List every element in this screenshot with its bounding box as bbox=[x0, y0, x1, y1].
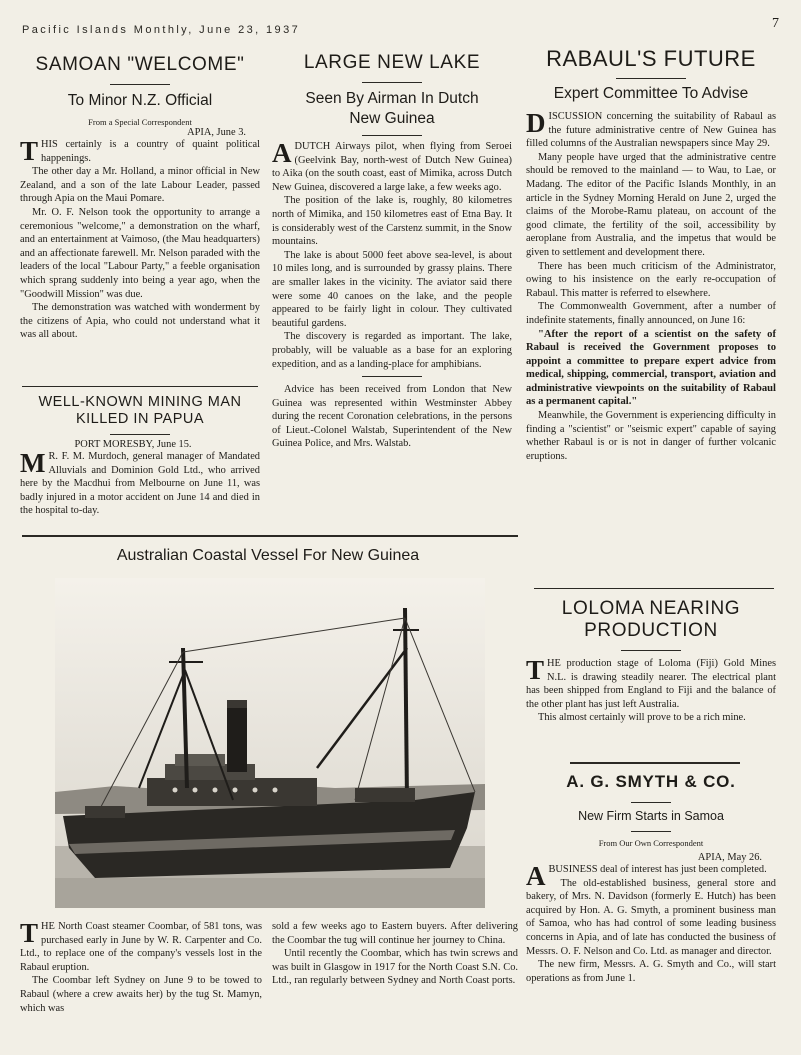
steamer-photo bbox=[55, 578, 485, 908]
divider bbox=[362, 82, 422, 83]
loloma-paragraph: This almost certainly will prove to be a rich mine. bbox=[538, 712, 746, 724]
drop-cap: D bbox=[526, 108, 546, 138]
loloma-first: HE production stage of Loloma (Fiji) Gold Mines N.L. is drawing steadily nearer. The electrical plant has been shipped from England to Fiji and the balance of the other plant has just left Australia. bbox=[526, 658, 776, 710]
rabaul-subhead: Expert Committee To Advise bbox=[553, 85, 749, 102]
rabaul-paragraph: The Commonwealth Government, after a number of indefinite statements, finally announced, on June 16: bbox=[526, 301, 776, 326]
drop-cap: A bbox=[526, 861, 546, 891]
smyth-dateline: APIA, May 26. bbox=[697, 852, 762, 863]
lake-article bbox=[272, 50, 512, 451]
lake-first: DUTCH Airways pilot, when flying from Seroei (Geelvink Bay, north-west of Dutch New Guinea) to Aika (on the south coast, east of Mimika, across Dutch New Guinea, discovered a large lake, a few weeks ago. bbox=[272, 141, 512, 193]
samoan-paragraph: Mr. O. F. Nelson took the opportunity to arrange a ceremonious "welcome," a demonstration on the wharf, and an entertainment at Vaimoso, (the Mau headquarters) and an affectionate farewell. Mr. Nelson paraded with the leaders of the local "Labour Party," a feeble organisation which sprang suddenly into being a year ago, when the "Goodwill Mission" was due. bbox=[20, 206, 260, 300]
rabaul-quote: "After the report of a scientist on the safety of Rabaul is received the Government proposes to appoint a committee to prepare expert advice from medical, shipping, commercial, transport, aviation and administrative viewpoints on the suitability of Rabaul as a permanent capital." bbox=[526, 328, 776, 408]
section-rule bbox=[570, 762, 740, 764]
vessel-body-right bbox=[272, 920, 518, 988]
loloma-headline-line1: LOLOMA NEARING bbox=[561, 598, 741, 619]
drop-cap: T bbox=[20, 136, 39, 166]
lake-paragraph: The lake is about 5000 feet above sea-level, is about 10 miles long, and is surrounded by grassy plains. There are smaller lakes in the vicinity. The aviator said there were some 40 canoes on the lake, and the people appeared to be fairly light in colour. They cultivated beautiful gardens. bbox=[272, 249, 512, 329]
smyth-body bbox=[526, 863, 776, 985]
lake-body bbox=[272, 140, 512, 451]
smyth-paragraph: The old-established business, general store and bakery, of Mrs. N. Davidson (formerly E. Hutch) has been acquired by Hon. A. G. Smyth, a prominent business man of Samoa, who has had control of some leading business concerns in Apia, and of late has conducted the business of Messrs. O. F. Nelson and Co. Ltd. as manager and director. bbox=[526, 877, 776, 957]
lake-subhead-line2: New Guinea bbox=[349, 110, 435, 127]
lake-subhead-line1: Seen By Airman In Dutch bbox=[305, 90, 479, 107]
lake-paragraph: The discovery is regarded as important. The lake, probably, will be valuable as a base for an exploring expedition, and as a landing-place for amphibians. bbox=[272, 331, 512, 370]
vessel-paragraph: Until recently the Coombar, which has twin screws and was built in Glasgow in 1917 for the North Coast S.N. Co. Ltd., ran regularly between Sydney and North Coast ports. bbox=[272, 948, 518, 987]
lake-headline: LARGE NEW LAKE bbox=[303, 52, 481, 73]
loloma-article bbox=[526, 598, 776, 725]
mining-headline-line1: WELL-KNOWN MINING MAN bbox=[38, 394, 242, 410]
rabaul-paragraph: Many people have urged that the administrative centre should be removed to the mainland — to Wau, to Lae, or Madang. The editor of the Pacific Islands Monthly, in an article in the Sydney Morning Herald on June 2, urged the claims of the Morobe-Ramu plateau, on account of the good climate, the fertility of the soil, accessibility by aeroplane from Australia, and the impetus that would be given to settlement and development there. bbox=[526, 151, 776, 258]
steamer-illustration bbox=[55, 578, 485, 908]
vessel-headline: Australian Coastal Vessel For New Guinea bbox=[116, 547, 420, 564]
rabaul-first: ISCUSSION concerning the suitability of Rabaul as the future administrative centre of New Guinea has filled columns of the Australian newspapers since May 29. bbox=[526, 111, 776, 150]
drop-cap: A bbox=[272, 138, 292, 168]
divider bbox=[362, 135, 422, 136]
lake-paragraph: The position of the lake is, roughly, 80 kilometres north of Mimika, and 150 kilometres east of Etna Bay. It is considerably west of the Carstenz summit, in the Snow mountains. bbox=[272, 195, 512, 248]
column-rule bbox=[22, 386, 258, 387]
smyth-paragraph: The new firm, Messrs. A. G. Smyth and Co., will start operations as from June 1. bbox=[526, 959, 776, 984]
divider bbox=[110, 434, 170, 435]
samoan-body bbox=[20, 138, 260, 342]
divider bbox=[362, 376, 422, 377]
samoan-paragraph: The demonstration was watched with wonderment by the citizens of Apia, who could not understand what it was all about. bbox=[20, 302, 260, 341]
rabaul-article bbox=[526, 46, 776, 463]
loloma-headline-line2: PRODUCTION bbox=[584, 620, 718, 641]
lake-paragraph: Advice has been received from London that New Guinea was represented within Westminster Abbey during the recent Coronation celebrations, in the persons of Lieut.-Colonel Walstab, Superintendent of the New Guinea Police, and Mrs. Walstab. bbox=[272, 384, 512, 450]
vessel-body-left bbox=[20, 920, 262, 1015]
mining-headline-line2: KILLED IN PAPUA bbox=[75, 411, 205, 427]
vessel-first: HE North Coast steamer Coombar, of 581 tons, was purchased early in June by W. R. Carpenter and Co. Ltd., to replace one of the company's vessels lost in the Rabaul eruption. bbox=[20, 921, 262, 973]
samoan-paragraph: The other day a Mr. Holland, a minor official in New Zealand, and a son of the late Labour Leader, passed through Apia on the Maui Pomare. bbox=[20, 166, 260, 205]
mining-dateline: PORT MORESBY, June 15. bbox=[74, 439, 192, 450]
divider bbox=[631, 831, 671, 832]
rabaul-headline: RABAUL'S FUTURE bbox=[546, 46, 756, 71]
samoan-subhead: To Minor N.Z. Official bbox=[67, 92, 213, 109]
smyth-headline: A. G. SMYTH & CO. bbox=[566, 772, 736, 791]
drop-cap: T bbox=[526, 655, 545, 685]
divider bbox=[616, 78, 686, 79]
divider bbox=[621, 650, 681, 651]
smyth-byline: From Our Own Correspondent bbox=[598, 838, 704, 848]
mining-body bbox=[20, 450, 260, 518]
loloma-body bbox=[526, 657, 776, 725]
drop-cap: T bbox=[20, 918, 39, 948]
samoan-byline: From a Special Correspondent bbox=[88, 117, 192, 127]
mining-first: R. F. M. Murdoch, general manager of Mandated Alluvials and Dominion Gold Ltd., who arrived here by the Macdhui from Melbourne on June 11, was badly injured in a motor accident on June 14 and died in the hospital to-day. bbox=[20, 451, 260, 517]
divider bbox=[631, 802, 671, 803]
section-rule bbox=[534, 588, 774, 589]
rabaul-paragraph: There has been much criticism of the Administrator, owing to his insistence on the early re-occupation of Rabaul. This matter is referred to elsewhere. bbox=[526, 260, 776, 299]
smyth-subhead: New Firm Starts in Samoa bbox=[578, 809, 724, 823]
samoan-headline: SAMOAN "WELCOME" bbox=[35, 54, 245, 75]
smyth-first: BUSINESS deal of interest has just been completed. bbox=[548, 864, 767, 875]
smyth-article bbox=[526, 772, 776, 985]
running-head: Pacific Islands Monthly, June 23, 1937 bbox=[22, 24, 301, 36]
samoan-first: HIS certainly is a country of quaint political happenings. bbox=[41, 139, 260, 164]
divider bbox=[110, 84, 170, 85]
mining-article bbox=[20, 394, 260, 518]
drop-cap: M bbox=[20, 448, 46, 478]
vessel-paragraph: The Coombar left Sydney on June 9 to be towed to Rabaul (where a crew awaits her) by the tug St. Mamyn, which was bbox=[20, 975, 262, 1014]
samoan-article bbox=[20, 50, 260, 342]
vessel-paragraph: sold a few weeks ago to Eastern buyers. After delivering the Coombar the tug will continue her journey to China. bbox=[272, 921, 518, 946]
rabaul-body bbox=[526, 110, 776, 463]
samoan-dateline: APIA, June 3. bbox=[187, 127, 246, 138]
section-rule bbox=[22, 535, 518, 537]
rabaul-paragraph: Meanwhile, the Government is experiencing difficulty in finding a "scientist" or "seismic expert" capable of saying whether Rabaul is or is not in danger of further volcanic eruptions. bbox=[526, 410, 776, 462]
page-number: 7 bbox=[772, 16, 779, 31]
